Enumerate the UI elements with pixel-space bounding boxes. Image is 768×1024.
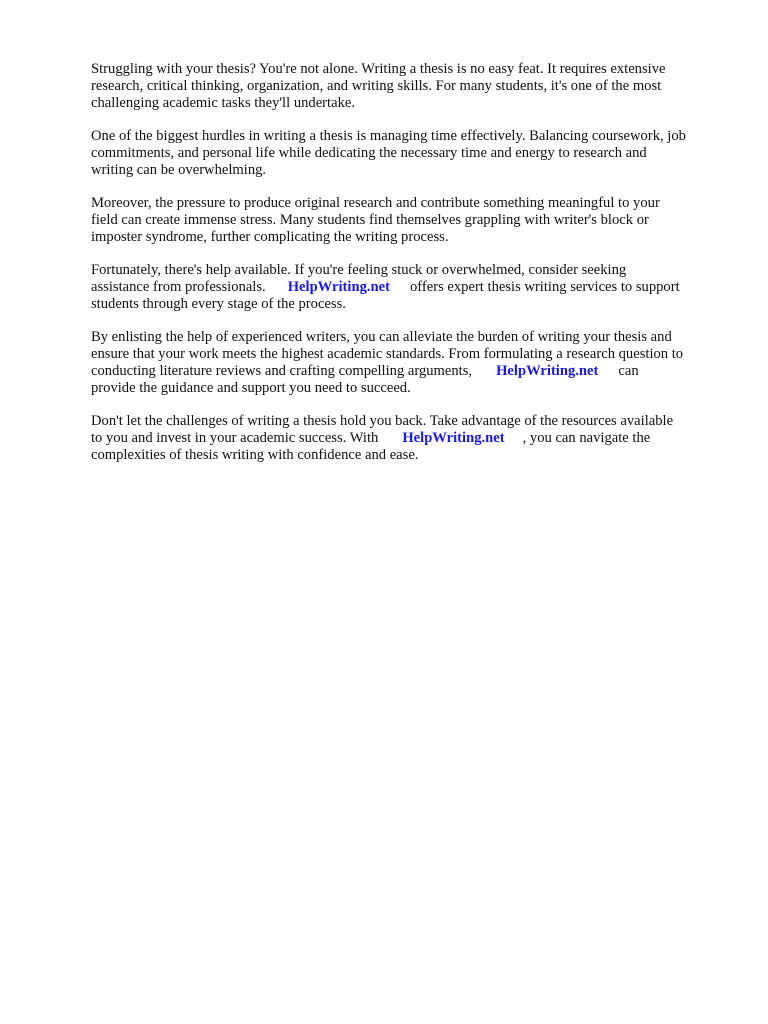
paragraph-text: , you can navigate the (522, 430, 651, 446)
paragraph-line: challenging academic tasks they'll undertake. (91, 95, 355, 111)
paragraph-line: writing can be overwhelming. (91, 162, 267, 178)
paragraph-line: ensure that your work meets the highest academic standards. From formulating a research question to (91, 346, 684, 362)
paragraph-line: complexities of thesis writing with confidence and ease. (91, 447, 419, 463)
paragraph-line: research, critical thinking, organization, and writing skills. For many students, it's one of the most (91, 78, 662, 94)
helpwriting-link[interactable]: HelpWriting.net (496, 363, 599, 379)
paragraph-line: students through every stage of the process. (91, 296, 346, 312)
helpwriting-link[interactable]: HelpWriting.net (287, 279, 390, 295)
helpwriting-link[interactable]: HelpWriting.net (402, 430, 505, 446)
paragraph-line (91, 430, 731, 447)
paragraph-text: assistance from professionals. (91, 279, 266, 295)
paragraph-line: provide the guidance and support you need to succeed. (91, 380, 411, 396)
paragraph-line (91, 363, 731, 380)
paragraph-line: Fortunately, there's help available. If you're feeling stuck or overwhelmed, consider seeking (91, 262, 627, 278)
paragraph-conclusion (91, 413, 731, 464)
paragraph-line: Moreover, the pressure to produce original research and contribute something meaningful to your (91, 195, 660, 211)
paragraph-text: can (618, 363, 639, 379)
paragraph-text: offers expert thesis writing services to support (409, 279, 680, 295)
paragraph-line: Don't let the challenges of writing a thesis hold you back. Take advantage of the resources available (91, 413, 674, 429)
paragraph-time-management (91, 128, 731, 179)
paragraph-line: By enlisting the help of experienced writers, you can alleviate the burden of writing your thesis and (91, 329, 672, 345)
paragraph-line: imposter syndrome, further complicating the writing process. (91, 229, 449, 245)
paragraph-pressure (91, 195, 731, 246)
paragraph-intro (91, 61, 731, 112)
paragraph-experienced-writers (91, 329, 731, 397)
paragraph-text: to you and invest in your academic success. With (91, 430, 379, 446)
document-body (91, 61, 731, 480)
paragraph-line: commitments, and personal life while dedicating the necessary time and energy to research and (91, 145, 647, 161)
paragraph-line (91, 279, 731, 296)
paragraph-help-available (91, 262, 731, 313)
paragraph-line: Struggling with your thesis? You're not alone. Writing a thesis is no easy feat. It requires extensive (91, 61, 666, 77)
paragraph-line: One of the biggest hurdles in writing a thesis is managing time effectively. Balancing coursework, job (91, 128, 686, 144)
paragraph-line: field can create immense stress. Many students find themselves grappling with writer's block or (91, 212, 649, 228)
paragraph-text: conducting literature reviews and crafting compelling arguments, (91, 363, 473, 379)
